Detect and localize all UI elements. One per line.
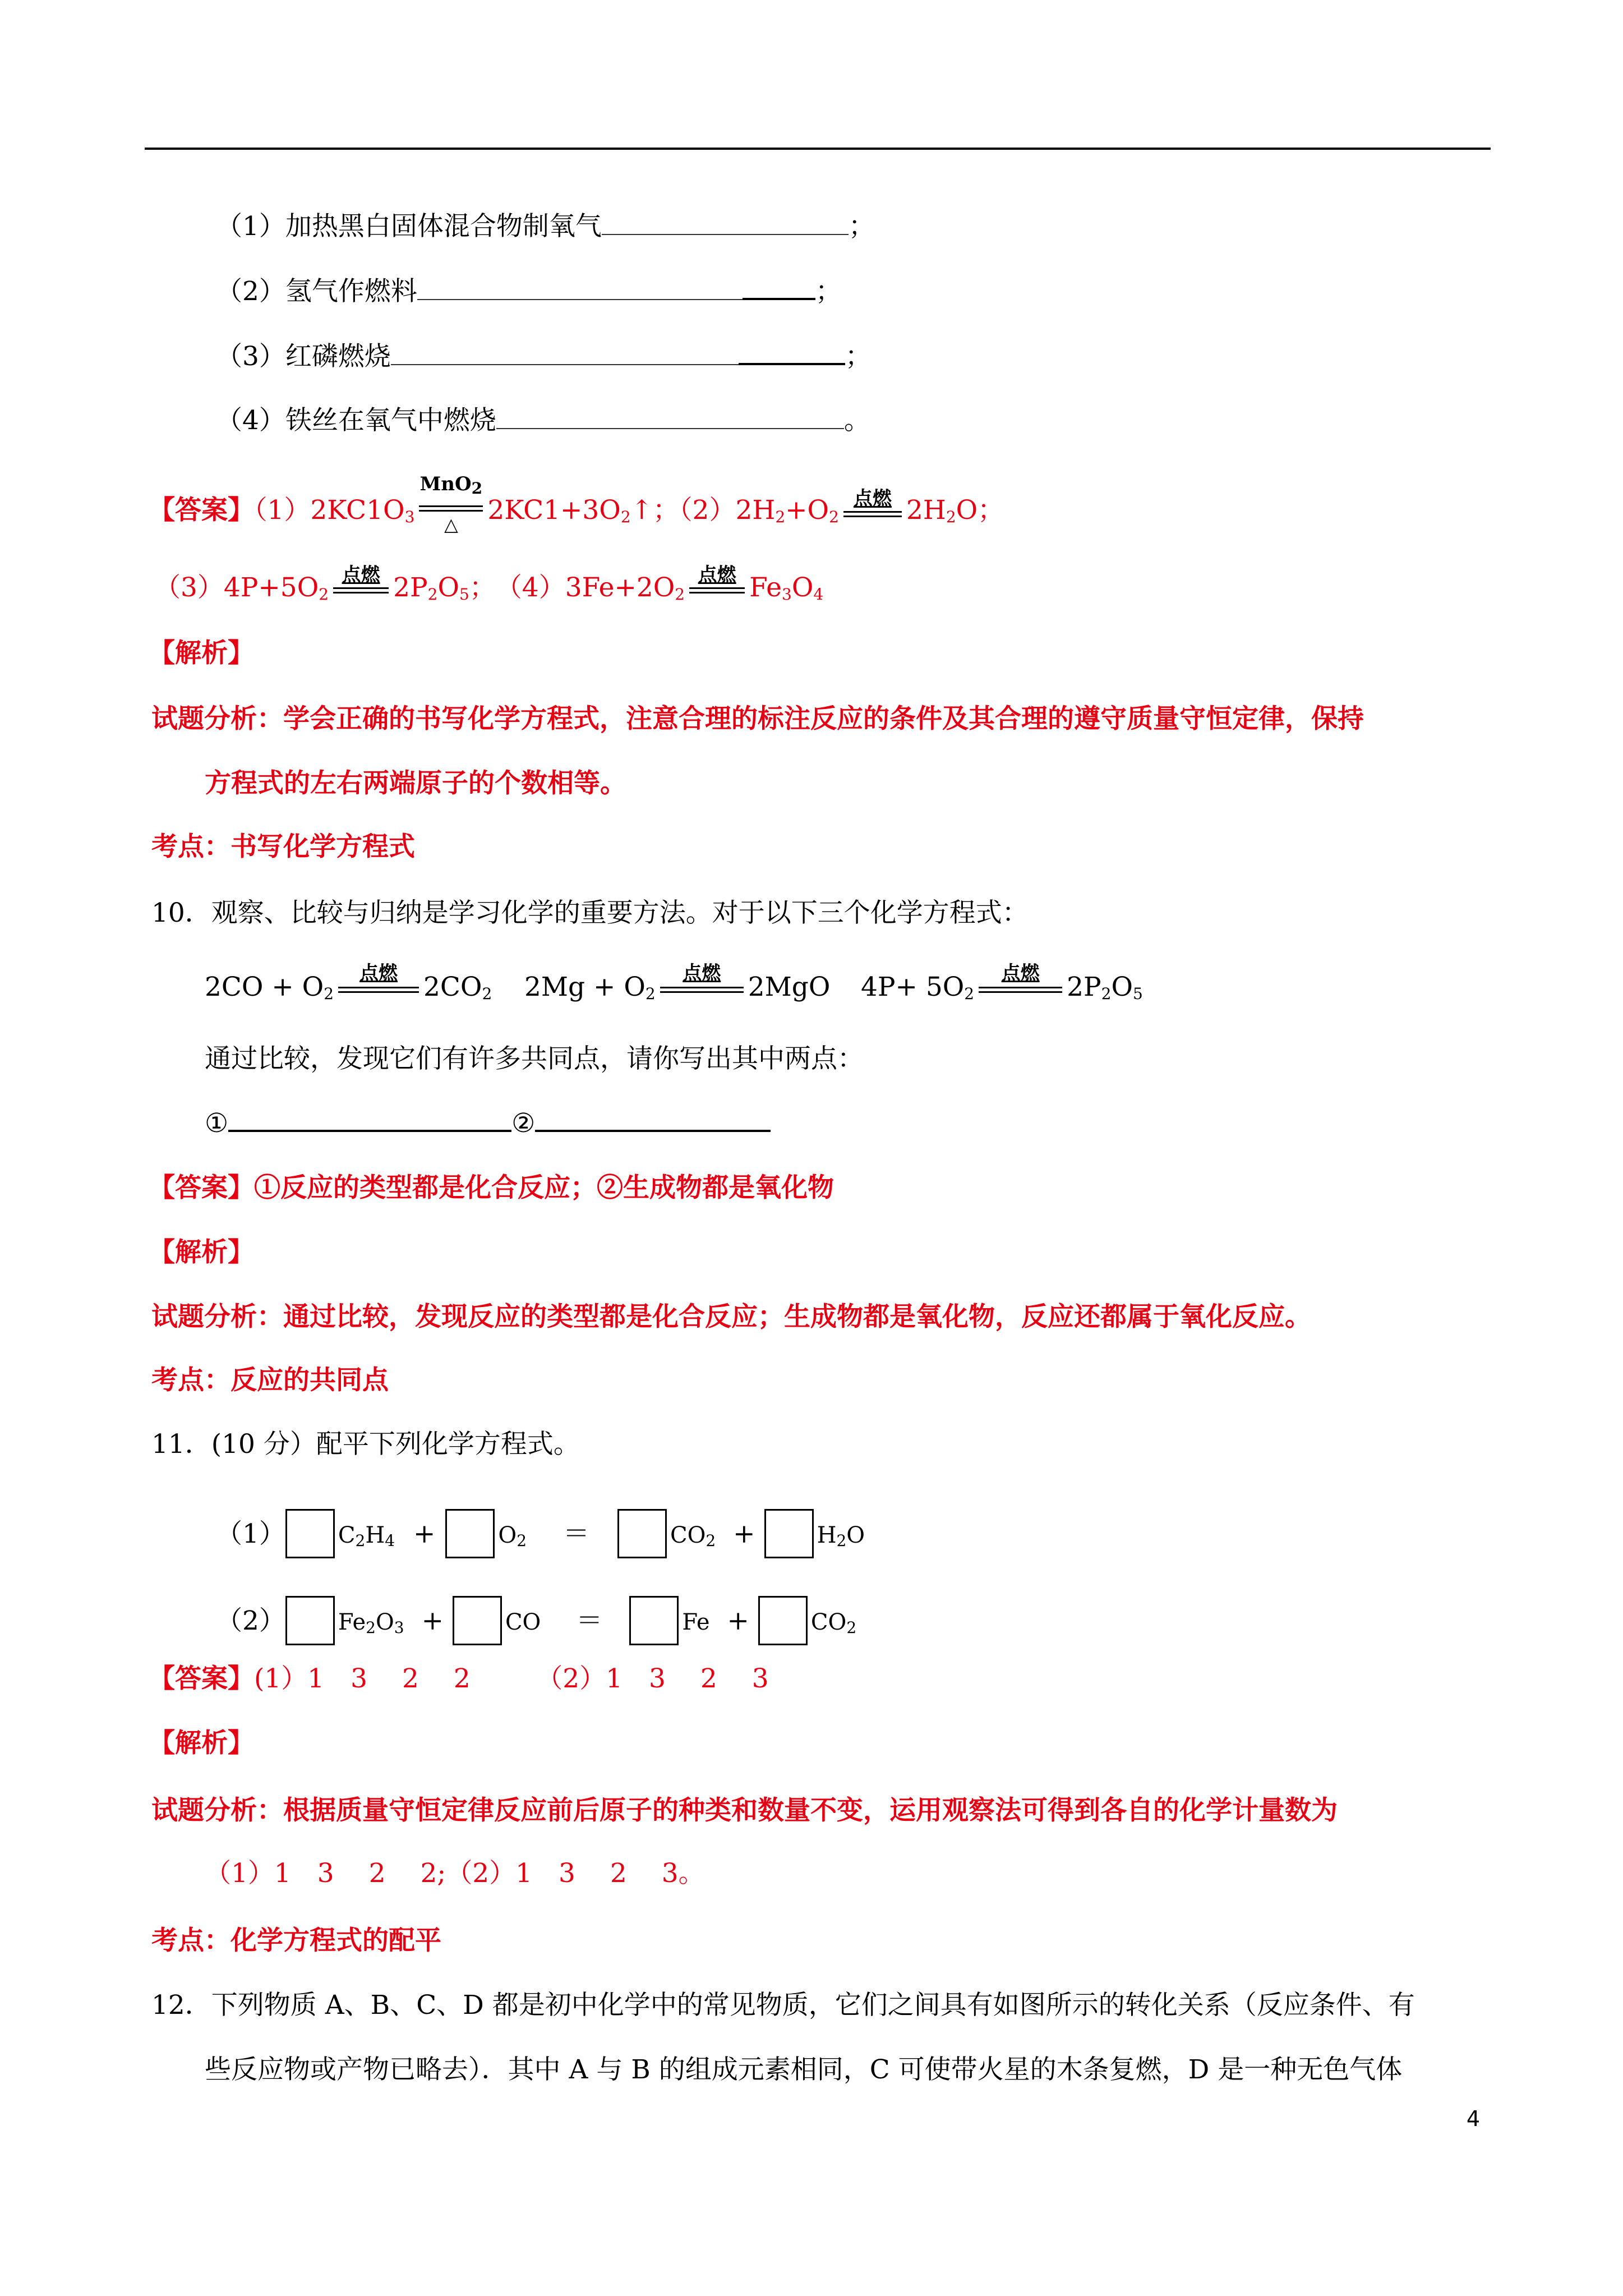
q10-equation-2: $2Mg + O_2$ 点燃 2MgO xyxy=(524,970,830,1006)
reaction-condition: 点燃 xyxy=(839,495,906,529)
question-12-line-2: 些反应物或产物已略去）．其中 A 与 B 的组成元素相同，C 可使带火星的木条复燃，D 是一种无色气体 xyxy=(205,2054,1403,2085)
q11-equation-1: （1） $C_2H_4 + O_2 = CO_2 + H_2O$ xyxy=(216,1509,865,1558)
q10-prompt: 通过比较，发现它们有许多共同点，请你写出其中两点： xyxy=(205,1043,864,1074)
question-12-line-1: 12．下列物质 A、B、C、D 都是初中化学中的常见物质，它们之间具有如图所示的转化关系（反应条件、有 xyxy=(151,1990,1415,2021)
q9-item-4: （4）铁丝在氧气中燃烧 。 xyxy=(216,405,870,436)
coefficient-box[interactable] xyxy=(758,1596,808,1645)
coefficient-box[interactable] xyxy=(285,1596,335,1645)
reaction-condition: MnO$_2$ △ xyxy=(419,473,483,535)
q10-equation-3: $4P+ 5O_2$ 点燃 $2P_2O_5$ xyxy=(861,970,1143,1006)
coefficient-box[interactable] xyxy=(629,1596,679,1645)
header-rule xyxy=(145,148,1491,150)
q9-answer-line-2: $(3)4P+5O_2$ 点燃 $2P_2O_5$； $(4)3Fe+2O_2$ 点燃 $Fe_3O_4$ xyxy=(154,571,823,606)
analysis-text: 方程式的左右两端原子的个数相等。 xyxy=(205,768,626,799)
coefficient-box[interactable] xyxy=(453,1596,502,1645)
answer-blank[interactable] xyxy=(743,278,815,300)
question-11-stem: 11．(10 分）配平下列化学方程式。 xyxy=(151,1429,580,1460)
knowledge-point: 考点：化学方程式的配平 xyxy=(151,1925,441,1956)
q10-answer: 【答案】①反应的类型都是化合反应；②生成物都是氧化物 xyxy=(149,1172,834,1203)
q11-answer: 【答案】(1）1 3 2 2 （2）1 3 2 3 xyxy=(149,1663,769,1694)
analysis-text: 试题分析：通过比较，发现反应的类型都是化合反应；生成物都是氧化物，反应还都属于氧化反应。 xyxy=(151,1301,1311,1332)
q9-item-3: （3）红磷燃烧 ； xyxy=(216,341,872,372)
analysis-heading: 【解析】 xyxy=(149,1728,254,1759)
analysis-heading: 【解析】 xyxy=(149,1237,254,1268)
coefficient-box[interactable] xyxy=(617,1509,667,1558)
reaction-condition: 点燃 xyxy=(656,972,748,1006)
answer-blank-2[interactable] xyxy=(535,1110,771,1132)
analysis-text: 试题分析：根据质量守恒定律反应前后原子的种类和数量不变，运用观察法可得到各自的化学计量数为 xyxy=(151,1795,1338,1826)
answer-blank[interactable] xyxy=(496,408,844,429)
q10-blanks: ① ② xyxy=(205,1107,771,1140)
answer-blank[interactable] xyxy=(417,279,743,300)
q11-equation-2: （2） $Fe_2O_3$ + CO ＝ $Fe + CO_2$ xyxy=(216,1596,856,1645)
q9-item-2: （2）氢气作燃料 ； xyxy=(216,276,842,307)
coefficient-box[interactable] xyxy=(764,1509,814,1558)
reaction-condition: 点燃 xyxy=(329,573,393,606)
knowledge-point: 考点：反应的共同点 xyxy=(151,1365,389,1396)
answer-blank[interactable] xyxy=(391,344,739,365)
knowledge-point: 考点：书写化学方程式 xyxy=(151,831,415,862)
answer-blank[interactable] xyxy=(739,343,845,365)
analysis-heading: 【解析】 xyxy=(149,638,254,669)
q10-equations: $2CO + O_2$ 点燃 $2CO_2$ xyxy=(205,970,492,1006)
coefficient-box[interactable] xyxy=(445,1509,495,1558)
q9-item-1: （1）加热黑白固体混合物制氧气 ； xyxy=(216,211,875,242)
page-number: 4 xyxy=(1466,2106,1480,2131)
coefficient-box[interactable] xyxy=(285,1509,335,1558)
analysis-text: 试题分析：学会正确的书写化学方程式，注意合理的标注反应的条件及其合理的遵守质量守恒定律，保持 xyxy=(151,703,1364,734)
question-10-stem: 10．观察、比较与归纳是学习化学的重要方法。对于以下三个化学方程式： xyxy=(151,898,1029,928)
answer-blank[interactable] xyxy=(602,214,849,235)
analysis-text: （1）1 3 2 2;（2）1 3 2 3。 xyxy=(205,1858,705,1889)
reaction-condition: 点燃 xyxy=(334,972,423,1006)
reaction-condition: 点燃 xyxy=(685,573,749,606)
reaction-condition: 点燃 xyxy=(974,972,1067,1006)
q9-answer-line-1: 【答案】$(1)2KC1O_3$ MnO$_2$ △ $2KC1+3O_2↑$；$(2)2H_2+O_2$ 点燃 $2H_2O$； xyxy=(149,473,1004,535)
answer-blank-1[interactable] xyxy=(228,1110,511,1132)
